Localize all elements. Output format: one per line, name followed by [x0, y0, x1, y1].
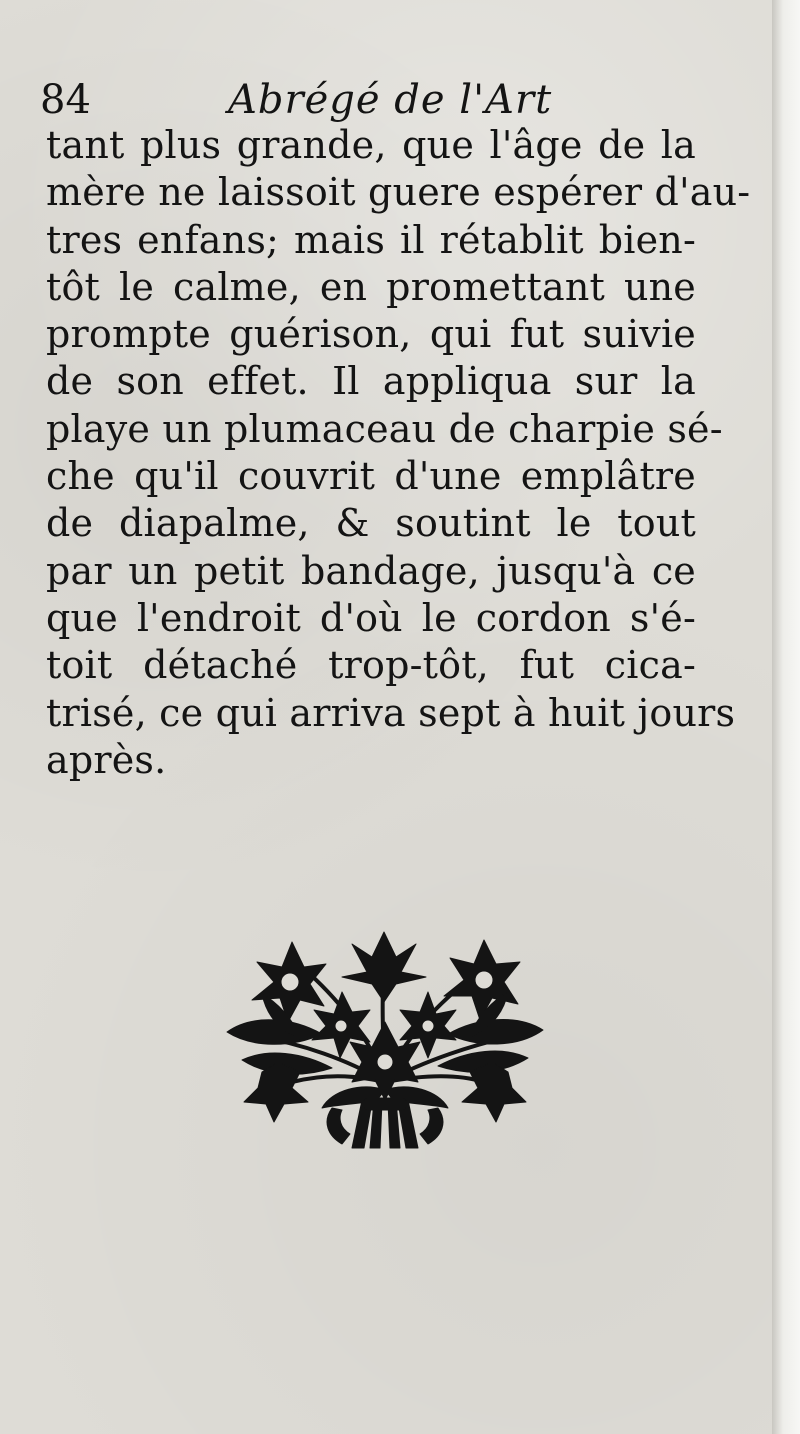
page-number: 84: [40, 77, 91, 123]
text-line: che qu'il couvrit d'une emplâtre: [46, 454, 696, 499]
text-line: trisé, ce qui arriva sept à huit jours: [46, 690, 736, 735]
text-line: tres enfans; mais il rétablit bien-: [46, 217, 696, 262]
text-line: prompte guérison, qui fut suivie: [46, 312, 696, 357]
running-title: Abrégé de l'Art: [228, 77, 553, 123]
body-text: [46, 122, 751, 784]
text-line: tant plus grande, que l'âge de la: [46, 123, 696, 167]
text-line: par un petit bandage, jusqu'à ce: [46, 548, 696, 593]
text-line: tôt le calme, en promettant une: [46, 264, 696, 309]
text-line: toit détaché trop-tôt, fut cica-: [46, 643, 696, 688]
text-line: mère ne laissoit guere espérer d'au-: [46, 170, 751, 215]
text-line: après.: [46, 737, 167, 782]
floral-bouquet-ornament-icon: [222, 922, 548, 1150]
text-line: que l'endroit d'où le cordon s'é-: [46, 595, 696, 640]
text-line: de son effet. Il appliqua sur la: [46, 359, 696, 404]
ornament-graphic: [222, 922, 548, 1150]
text-line: de diapalme, & soutint le tout: [46, 501, 696, 546]
page-edge: [772, 0, 800, 1434]
running-head: [40, 72, 700, 128]
text-line: playe un plumaceau de charpie sé-: [46, 406, 723, 451]
